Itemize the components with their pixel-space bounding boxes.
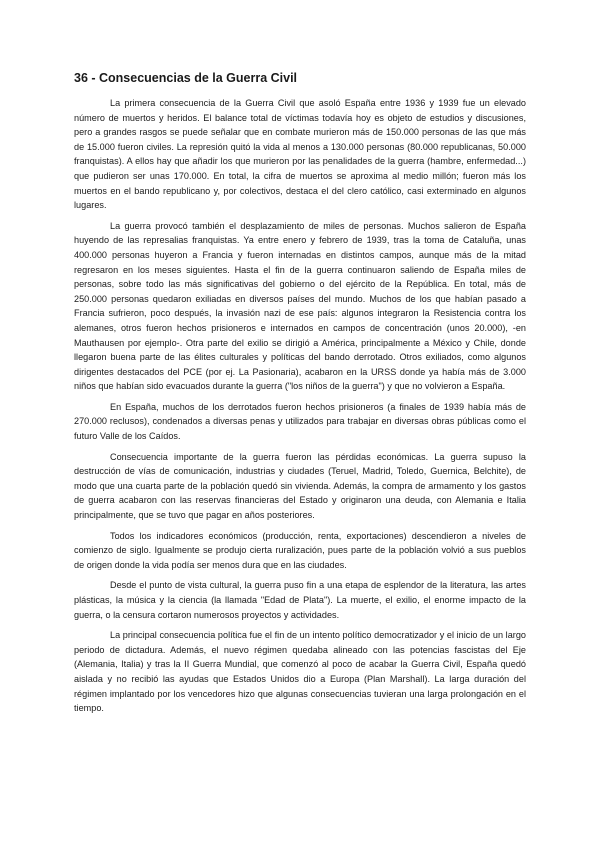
paragraph-prisoners: En España, muchos de los derrotados fueron hechos prisioneros (a finales de 1939 había más de 270.000 reclusos), condenados a diversas penas y utilizados para trabajar en diversas obras públicas como el futuro Valle de los Caídos. xyxy=(74,401,526,442)
paragraph-economic-losses: Consecuencia importante de la guerra fueron las pérdidas económicas. La guerra supuso la destrucción de vías de comunicación, industrias y ciudades (Teruel, Madrid, Toledo, Guernica, Belchite), de modo que una cuarta parte de la población quedó sin vivienda. Además, la compra de armamento y los gastos de guerra acabaron con las reservas financieras del Estado y originaron una deuda, con Alemania e Italia principalmente, que se tuvo que pagar en años posteriores. xyxy=(74,451,526,521)
paragraph-politics: La principal consecuencia política fue el fin de un intento político democratizador y el inicio de un largo periodo de dictadura. Además, el nuevo régimen quedaba alineado con las potencias fascistas del Eje (Alemania, Italia) y tras la II Guerra Mundial, que comenzó al poco de acabar la Guerra Civil, España quedó aislada y no recibió las ayudas que Estados Unidos dio a Europa (Plan Marshall). La larga duración del régimen implantado por los vencedores hizo que algunas consecuencias tuvieran una larga prolongación en el tiempo. xyxy=(74,630,526,714)
paragraph-culture: Desde el punto de vista cultural, la guerra puso fin a una etapa de esplendor de la literatura, las artes plásticas, la música y la ciencia (la llamada "Edad de Plata"). La muerte, el exilio, el enorme impacto de la guerra, o la censura cortaron numerosos proyectos y actividades. xyxy=(74,580,526,620)
paragraph-exile: La guerra provocó también el desplazamiento de miles de personas. Muchos salieron de España huyendo de las represalias franquistas. Ya entre enero y febrero de 1939, tras la toma de Cataluña, unas 400.000 personas huyeron a Francia y fueron internadas en distintos campos, aunque más de la mitad regresaron en los meses siguientes. Hasta el fin de la guerra continuaron saliendo de España miles de personas, sobre todo las más significativas del gobierno o del ejército de la República. En total, más de 250.000 personas quedaron exiliadas en diversos países del mundo. Muchos de los que habían pasado a Francia sufrieron, poco después, la invasión nazi de ese país: algunos integraron la Resistencia contra los alemanes, otros fueron hechos prisioneros e internados en campos de concentración (unos 20.000), -en Mauthausen por ejemplo-. Otra parte del exilio se dirigió a América, principalmente a México y Chile, donde llegaron buena parte de las élites culturales y políticas del bando derrotado. Otros exiliados, como algunos dirigentes destacados del PCE (por ej. La Pasionaria), acabaron en la URSS donde ya había más de 3.000 niños que habían sido evacuados durante la guerra ("los niños de la guerra") y que no volvieron a España. xyxy=(74,220,526,392)
document-title: 36 - Consecuencias de la Guerra Civil xyxy=(74,71,298,85)
paragraph-casualties: La primera consecuencia de la Guerra Civil que asoló España entre 1936 y 1939 fue un elevado número de muertos y heridos. El balance total de víctimas todavía hoy es objeto de estudios y discusiones, pero a grandes rasgos se puede señalar que en combate murieron más de 150.000 personas de las que más de 15.000 fueron civiles. La represión quitó la vida al menos a 130.000 personas (80.000 republicanas, 50.000 franquistas). A ellos hay que añadir los que murieron por las penalidades de la guerra (hambre, enfermedad...) que pudieron ser unas 170.000. En total, la cifra de muertos se aproxima al medio millón; fueron más los muertos en el bando republicano y, por colectivos, destaca el del clero católico, casi exterminado en algunos lugares. xyxy=(74,98,526,211)
paragraph-economic-indicators: Todos los indicadores económicos (producción, renta, exportaciones) descendieron a niveles de comienzo de siglo. Igualmente se produjo cierta ruralización, pues parte de la población volvió a sus pueblos de origen donde la vida podía ser menos dura que en las ciudades. xyxy=(74,530,526,570)
